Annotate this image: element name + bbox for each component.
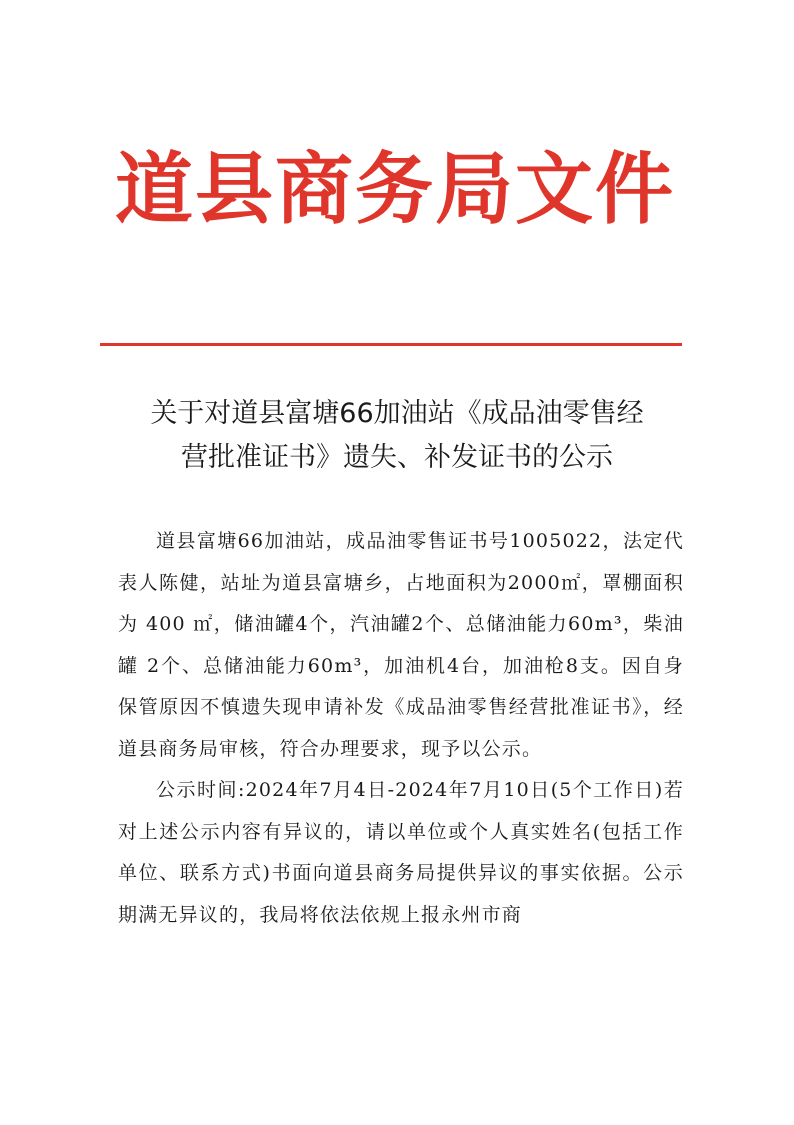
- body-paragraph-2: 公示时间:2024年7月4日-2024年7月10日(5个工作日)若对上述公示内容有异议的，请以单位或个人真实姓名(包括工作单位、联系方式)书面向道县商务局提供异议的事实依据。公示期满无异议的，我局将依法依规上报永州市商: [118, 779, 684, 926]
- body-paragraph-1: 道县富塘66加油站，成品油零售证书号1005022，法定代表人陈健，站址为道县富塘乡，占地面积为2000㎡，罩棚面积为 400 ㎡，储油罐4个，汽油罐2个、总储油能力60m³，柴油罐 2个、总储油能力60m³，加油机4台，加油枪8支。因自身保管原因不慎遗失现申请补发《成品油零售经营批准证书》，经道县商务局审核，符合办理要求，现予以公示。: [118, 530, 684, 760]
- title-line-1: 关于对道县富塘66加油站《成品油零售经: [150, 398, 644, 429]
- document-body: [118, 521, 684, 936]
- document-masthead: 道县商务局文件: [114, 144, 675, 235]
- title-line-2: 营批准证书》遗失、补发证书的公示: [181, 442, 613, 473]
- masthead-red-rule: [100, 343, 682, 346]
- document-title: [100, 392, 694, 480]
